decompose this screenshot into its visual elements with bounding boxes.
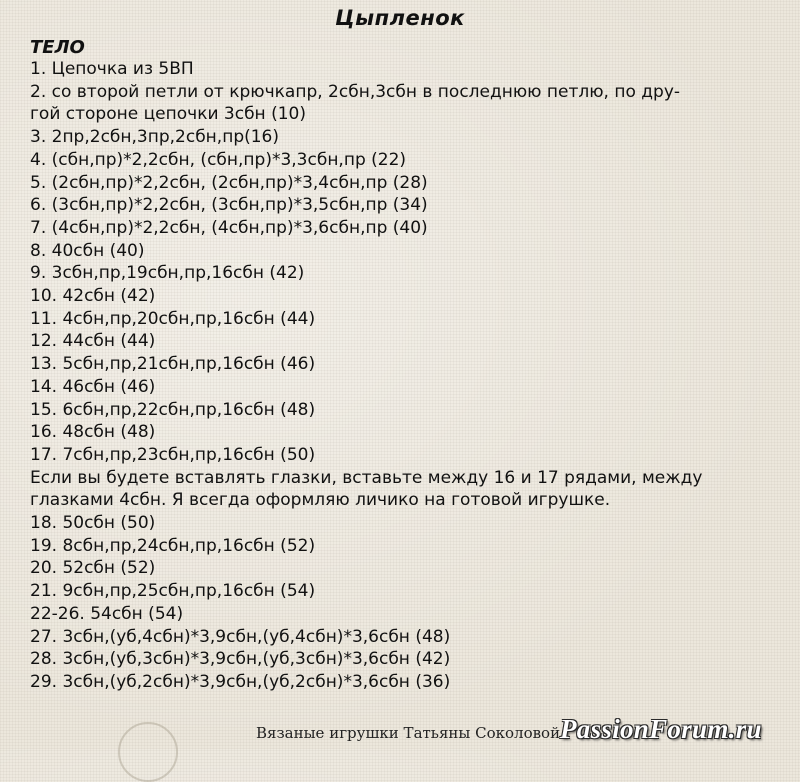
instruction-line: 22-26. 54сбн (54)	[30, 603, 184, 624]
instruction-line: 27. 3сбн,(уб,4сбн)*3,9сбн,(уб,4сбн)*3,6сбн (48)	[30, 626, 451, 647]
instruction-line: 17. 7сбн,пр,23сбн,пр,16сбн (50)	[30, 444, 316, 465]
instruction-line: 19. 8сбн,пр,24сбн,пр,16сбн (52)	[30, 535, 316, 556]
instruction-line: 20. 52сбн (52)	[30, 558, 156, 579]
instruction-line: 29. 3сбн,(уб,2сбн)*3,9сбн,(уб,2сбн)*3,6сбн (36)	[30, 671, 451, 692]
instruction-line: 21. 9сбн,пр,25сбн,пр,16сбн (54)	[30, 581, 316, 602]
instruction-line: 18. 50сбн (50)	[30, 513, 156, 534]
instruction-line: 4. (сбн,пр)*2,2сбн, (сбн,пр)*3,3сбн,пр (22)	[30, 149, 407, 170]
section-heading: ТЕЛО	[30, 37, 85, 58]
instruction-line: 15. 6сбн,пр,22сбн,пр,16сбн (48)	[30, 399, 316, 420]
instruction-line: гой стороне цепочки 3сбн (10)	[30, 104, 306, 125]
instruction-line: 3. 2пр,2сбн,3пр,2сбн,пр(16)	[30, 127, 280, 148]
instruction-line: 5. (2сбн,пр)*2,2сбн, (2сбн,пр)*3,4сбн,пр (28)	[30, 172, 428, 193]
instruction-line: 11. 4сбн,пр,20сбн,пр,16сбн (44)	[30, 308, 316, 329]
instruction-line: 12. 44сбн (44)	[30, 331, 156, 352]
instruction-line: 13. 5сбн,пр,21сбн,пр,16сбн (46)	[30, 354, 316, 375]
seal-mark	[118, 722, 178, 782]
instruction-line: 16. 48сбн (48)	[30, 422, 156, 443]
note-line: глазками 4сбн. Я всегда оформляю личико на готовой игрушке.	[30, 490, 611, 511]
instruction-line: 2. со второй петли от крючкапр, 2сбн,3сбн в последнюю петлю, по дру-	[30, 81, 681, 102]
instruction-line: 9. 3сбн,пр,19сбн,пр,16сбн (42)	[30, 263, 305, 284]
author-caption: Вязаные игрушки Татьяны Соколовой	[256, 724, 561, 742]
instruction-line: 7. (4сбн,пр)*2,2сбн, (4сбн,пр)*3,6сбн,пр (40)	[30, 217, 428, 238]
watermark-logo[interactable]: PassionForum.ru	[560, 714, 762, 744]
page-title: Цыпленок	[335, 6, 465, 30]
instruction-line: 28. 3сбн,(уб,3сбн)*3,9сбн,(уб,3сбн)*3,6сбн (42)	[30, 649, 451, 670]
instruction-line: 8. 40сбн (40)	[30, 240, 145, 261]
instruction-line: 14. 46сбн (46)	[30, 376, 156, 397]
instruction-line: 6. (3сбн,пр)*2,2сбн, (3сбн,пр)*3,5сбн,пр (34)	[30, 195, 428, 216]
note-line: Если вы будете вставлять глазки, вставьте между 16 и 17 рядами, между	[30, 467, 703, 488]
pattern-instructions	[30, 58, 790, 694]
instruction-line: 1. Цепочка из 5ВП	[30, 59, 194, 79]
instruction-line: 10. 42сбн (42)	[30, 286, 156, 307]
